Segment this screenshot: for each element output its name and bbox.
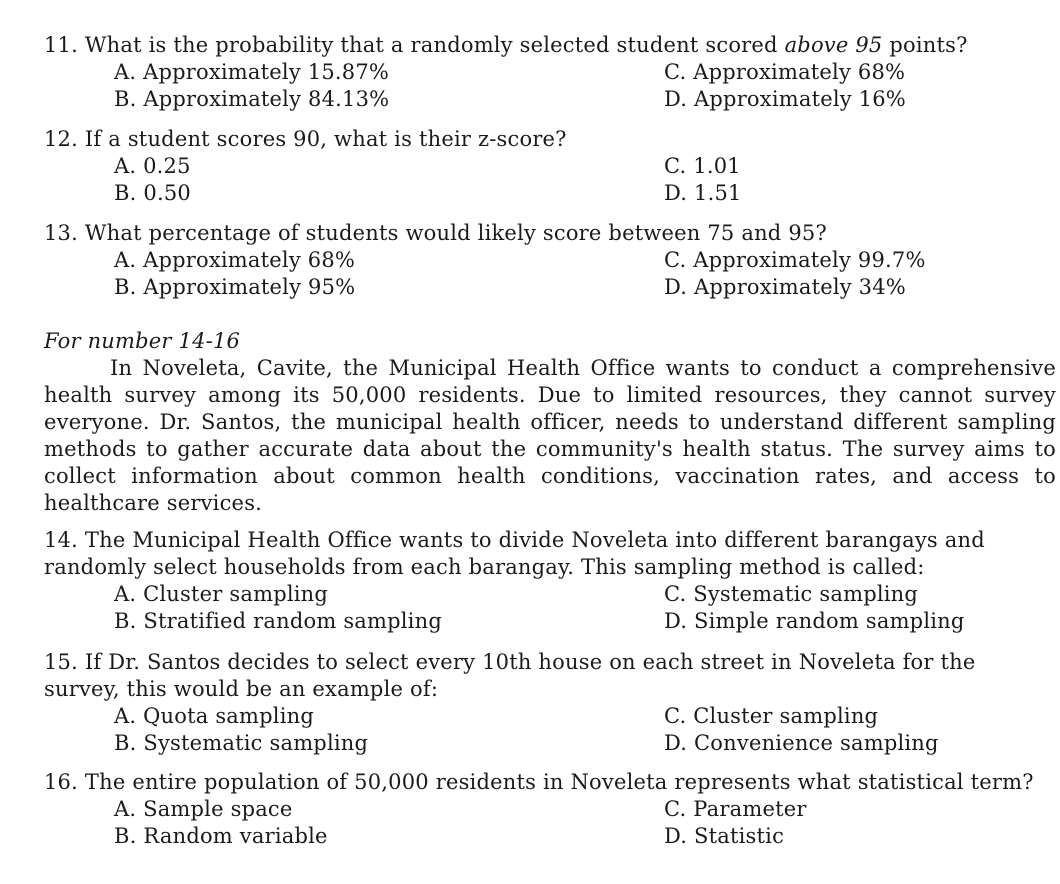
choice-d: D. Statistic xyxy=(664,824,785,848)
passage-block xyxy=(44,328,1056,517)
choice-d: D. Convenience sampling xyxy=(664,731,939,755)
stem-text-end: points? xyxy=(882,33,968,57)
stem-text: What percentage of students would likely score between 75 and 95? xyxy=(84,221,827,245)
question-12 xyxy=(44,126,1044,207)
passage-label: For number 14-16 xyxy=(44,329,241,353)
choice-a: A. Cluster sampling xyxy=(114,582,329,606)
choice-a: A. Quota sampling xyxy=(114,704,314,728)
question-14 xyxy=(44,527,1044,635)
stem-text: What is the probability that a randomly selected student scored xyxy=(84,33,785,57)
question-number: 13. xyxy=(44,221,78,245)
question-15 xyxy=(44,649,1044,757)
question-13-stem xyxy=(44,220,1044,247)
choice-d: D. Approximately 16% xyxy=(664,87,906,111)
question-11-choices xyxy=(114,59,1044,113)
choice-b: B. Stratified random sampling xyxy=(114,609,442,633)
choice-b: B. 0.50 xyxy=(114,181,191,205)
question-number: 14. xyxy=(44,528,78,552)
question-15-choices xyxy=(114,703,1044,757)
stem-text: If a student scores 90, what is their z-score? xyxy=(84,127,567,151)
question-13-choices xyxy=(114,247,1044,301)
question-number: 15. xyxy=(44,650,78,674)
choice-b: B. Systematic sampling xyxy=(114,731,369,755)
choice-d: D. 1.51 xyxy=(664,181,742,205)
question-12-stem xyxy=(44,126,1044,153)
question-11-stem xyxy=(44,32,1044,59)
choice-b: B. Approximately 84.13% xyxy=(114,87,390,111)
choice-c: C. Approximately 99.7% xyxy=(664,248,926,272)
question-13 xyxy=(44,220,1044,301)
choice-c: C. 1.01 xyxy=(664,154,741,178)
question-number: 16. xyxy=(44,770,78,794)
passage-text: In Noveleta, Cavite, the Municipal Health Office wants to conduct a comprehensive health survey among its 50,000 residents. Due to limited resources, they cannot survey everyone. Dr. Santos, the municipal health officer, needs to understand different sampling methods to gather accurate data about the community's health status. The survey aims to collect information about common health conditions, vaccination rates, and access to healthcare services. xyxy=(44,356,1056,515)
choice-a: A. Approximately 68% xyxy=(114,248,356,272)
choice-a: A. Approximately 15.87% xyxy=(114,60,390,84)
question-11 xyxy=(44,32,1044,113)
question-14-choices xyxy=(114,581,1044,635)
choice-d: D. Approximately 34% xyxy=(664,275,906,299)
question-16 xyxy=(44,769,1044,850)
question-15-stem xyxy=(44,649,1044,703)
choice-a: A. Sample space xyxy=(114,797,293,821)
choice-a: A. 0.25 xyxy=(114,154,191,178)
question-number: 11. xyxy=(44,33,78,57)
choice-b: B. Random variable xyxy=(114,824,328,848)
choice-c: C. Parameter xyxy=(664,797,807,821)
question-16-choices xyxy=(114,796,1044,850)
question-12-choices xyxy=(114,153,1044,207)
choice-c: C. Cluster sampling xyxy=(664,704,879,728)
question-14-stem xyxy=(44,527,1044,581)
stem-text: The entire population of 50,000 residents in Noveleta represents what statistical term? xyxy=(84,770,1034,794)
choice-d: D. Simple random sampling xyxy=(664,609,965,633)
question-16-stem xyxy=(44,769,1044,796)
choice-c: C. Systematic sampling xyxy=(664,582,919,606)
question-number: 12. xyxy=(44,127,78,151)
choice-c: C. Approximately 68% xyxy=(664,60,906,84)
stem-emphasis: above 95 xyxy=(784,33,883,57)
choice-b: B. Approximately 95% xyxy=(114,275,356,299)
stem-text: The Municipal Health Office wants to divide Noveleta into different barangays and randomly select households from each barangay. This sampling method is called: xyxy=(44,528,985,579)
stem-text: If Dr. Santos decides to select every 10th house on each street in Noveleta for the survey, this would be an example of: xyxy=(44,650,976,701)
